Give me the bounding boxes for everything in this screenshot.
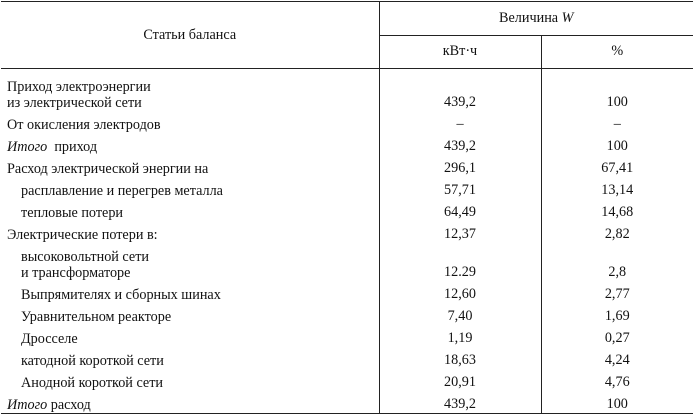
table-row: [1, 369, 693, 391]
kwh-cell: 439,2: [379, 133, 541, 155]
kwh-column-header: кВт·ч: [379, 35, 541, 69]
table-row: [1, 243, 693, 281]
total-italic-word: Итого: [7, 397, 48, 413]
row-label: [1, 133, 379, 155]
percent-cell: 2,82: [604, 226, 630, 242]
row-label: От окисления электродов: [1, 111, 379, 133]
row-label: тепловые потери: [1, 199, 379, 221]
value-group-prefix: Величина: [499, 9, 562, 26]
total-italic-word: Итого: [7, 139, 48, 155]
row-label: [1, 391, 379, 414]
row-label: Электрические потери в:: [1, 221, 379, 243]
kwh-cell: 20,91: [379, 369, 541, 391]
kwh-cell: –: [379, 111, 541, 133]
percent-cell: 4,76: [604, 374, 630, 390]
table-row: [1, 155, 693, 177]
row-label: расплавление и перегрев металла: [1, 177, 379, 199]
row-label: Уравнительном реакторе: [1, 303, 379, 325]
table-row: [1, 391, 693, 414]
row-label: Анодной короткой сети: [1, 369, 379, 391]
row-label: [1, 69, 379, 112]
percent-cell: 100: [541, 391, 693, 414]
kwh-cell: 12,60: [379, 281, 541, 303]
table-row: [1, 177, 693, 199]
kwh-cell: 18,63: [379, 347, 541, 369]
row-label-line: и трансформаторе: [21, 265, 131, 281]
table-row: [1, 133, 693, 155]
row-label: катодной короткой сети: [1, 347, 379, 369]
percent-cell: 14,68: [601, 204, 634, 220]
value-group-header: [379, 2, 693, 36]
percent-cell: 2,77: [604, 286, 630, 302]
energy-balance-table: [1, 1, 693, 414]
kwh-cell: 439,2: [379, 391, 541, 414]
table-row: [1, 69, 693, 112]
row-label: Расход электрической энергии на: [1, 155, 379, 177]
kwh-cell: 64,49: [379, 199, 541, 221]
percent-cell: 1,69: [604, 308, 630, 324]
table-row: [1, 303, 693, 325]
percent-column-header: %: [541, 35, 693, 69]
percent-cell: 100: [606, 94, 628, 110]
total-rest: приход: [47, 139, 98, 155]
items-column-header: Статьи баланса: [1, 2, 379, 69]
percent-cell: 13,14: [601, 182, 634, 198]
kwh-cell: 12.29: [379, 243, 541, 281]
row-label-line: Приход электроэнергии: [7, 79, 151, 95]
kwh-cell: 12,37: [379, 221, 541, 243]
row-label: Дросселе: [1, 325, 379, 347]
table-row: [1, 221, 693, 243]
kwh-cell: 7,40: [379, 303, 541, 325]
table-row: [1, 111, 693, 133]
kwh-cell: 57,71: [379, 177, 541, 199]
row-label-line: высоковольтной сети: [21, 249, 149, 265]
table-row: [1, 199, 693, 221]
table-row: [1, 347, 693, 369]
percent-cell: 67,41: [601, 160, 634, 176]
table-row: [1, 325, 693, 347]
percent-cell: –: [613, 116, 621, 132]
balance-table-container: [1, 1, 695, 413]
total-rest: расход: [47, 397, 91, 413]
kwh-cell: 1,19: [379, 325, 541, 347]
percent-cell: 100: [606, 138, 628, 154]
row-label: [1, 243, 379, 281]
percent-cell: 2,8: [608, 264, 627, 280]
kwh-cell: 439,2: [379, 69, 541, 112]
row-label-line: из электрической сети: [7, 95, 142, 111]
row-label: Выпрямителях и сборных шинах: [1, 281, 379, 303]
table-row: [1, 281, 693, 303]
value-symbol: W: [561, 9, 574, 26]
percent-cell: 4,24: [604, 352, 630, 368]
kwh-cell: 296,1: [379, 155, 541, 177]
percent-cell: 0,27: [604, 330, 630, 346]
